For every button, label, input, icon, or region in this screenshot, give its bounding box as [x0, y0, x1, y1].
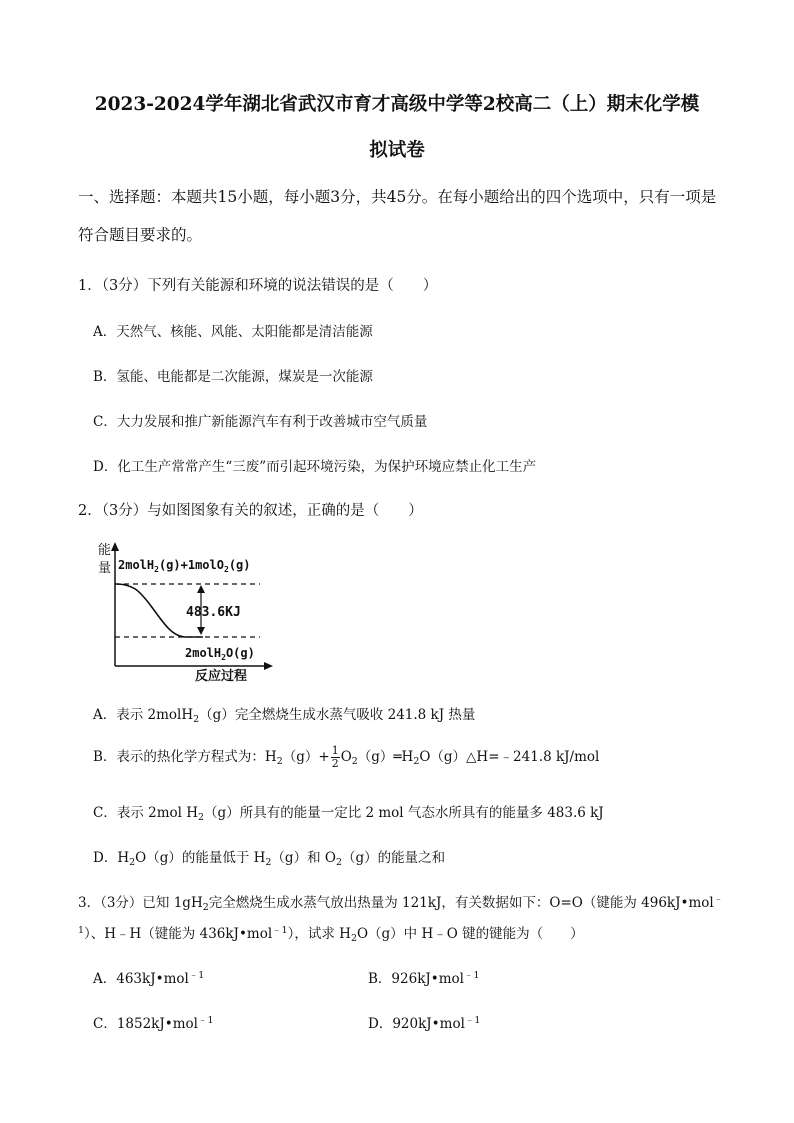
q2-option-a: A．表示 2molH$_2$（g）完全燃烧生成水蒸气吸收 241.8 kJ 热量 — [93, 707, 476, 725]
energy-diagram — [95, 536, 285, 684]
section-heading: 一、选择题：本题共15小题，每小题3分，共45分。在每小题给出的四个选项中，只有一项是符合题目要求的。 — [78, 188, 717, 244]
q3-option-a: A．463kJ•mol$^{﹣1}$ — [93, 970, 205, 987]
y-axis-arrow — [111, 542, 119, 551]
paper-title-line-2: 拟试卷 — [369, 140, 425, 161]
q3-stem-line-1: 3．（3分）已知 $1gH_2$完全燃烧生成水蒸气放出热量为 121kJ，有关数据如下：O=O（键能为 496kJ•mol﹣ — [78, 894, 724, 913]
q1-option-a: A．天然气、核能、风能、太阳能都是清洁能源 — [93, 324, 373, 340]
q2-option-c: C．表示 2mol $H_2(g)$所具有的能量一定比 2 mol 气态水所具有的能量多 483.6 kJ — [93, 805, 604, 823]
q3-stem-line-2: $^1$）、H﹣H（键能为 436kJ•mol$^{﹣1}$），试求 $H_2O(g)$中 H﹣O 键的键能为（ ） — [78, 925, 584, 944]
q1-option-d: D．化工生产常常产生“三废”而引起环境污染，为保护环境应禁止化工生产 — [93, 459, 537, 475]
x-axis-arrow — [264, 662, 273, 670]
fraction-one-half: $\frac{1}{2}$ — [331, 744, 339, 770]
energy-arrow-up — [197, 585, 205, 593]
q1-stem: 1．（3分）下列有关能源和环境的说法错误的是（ ） — [78, 278, 438, 294]
q1-option-c: C．大力发展和推广新能源汽车有利于改善城市空气质量 — [93, 414, 428, 430]
q3-option-c: C．1852kJ•mol$^{﹣1}$ — [93, 1015, 214, 1032]
q3-option-b: B．926kJ•mol$^{﹣1}$ — [368, 970, 480, 987]
paper-title — [60, 82, 734, 174]
q3-option-d: D．920kJ•mol$^{﹣1}$ — [368, 1015, 481, 1032]
graph-x-label: 反应过程 — [195, 669, 248, 684]
graph-y-label-2: 量 — [98, 561, 112, 576]
product-label: 2molH$_2$O(g) — [185, 646, 255, 662]
reactants-label: 2molH$_2$(g)+1molO$_2$(g) — [118, 558, 251, 574]
q2-option-b: B．表示的热化学方程式为：$H_2(g)+$ $\frac{1}{2}$ $O_2(g)═H_2O(g)\triangle H=﹣241.8$ kJ/mol — [93, 744, 600, 770]
graph-y-label-1: 能 — [98, 543, 112, 558]
q2-stem: 2．（3分）与如图图象有关的叙述，正确的是（ ） — [78, 503, 423, 519]
q2-option-d: D．$H_2O(g)$的能量低于 $H_2(g)$和 $O_2(g)$的能量之和 — [93, 850, 446, 868]
energy-value-label: 483.6KJ — [186, 605, 241, 620]
energy-arrow-down — [197, 627, 205, 635]
q1-option-b: B．氢能、电能都是二次能源，煤炭是一次能源 — [93, 369, 373, 385]
paper-title-line-1: 2023-2024学年湖北省武汉市育才高级中学等2校高二（上）期末化学模 — [94, 94, 700, 115]
